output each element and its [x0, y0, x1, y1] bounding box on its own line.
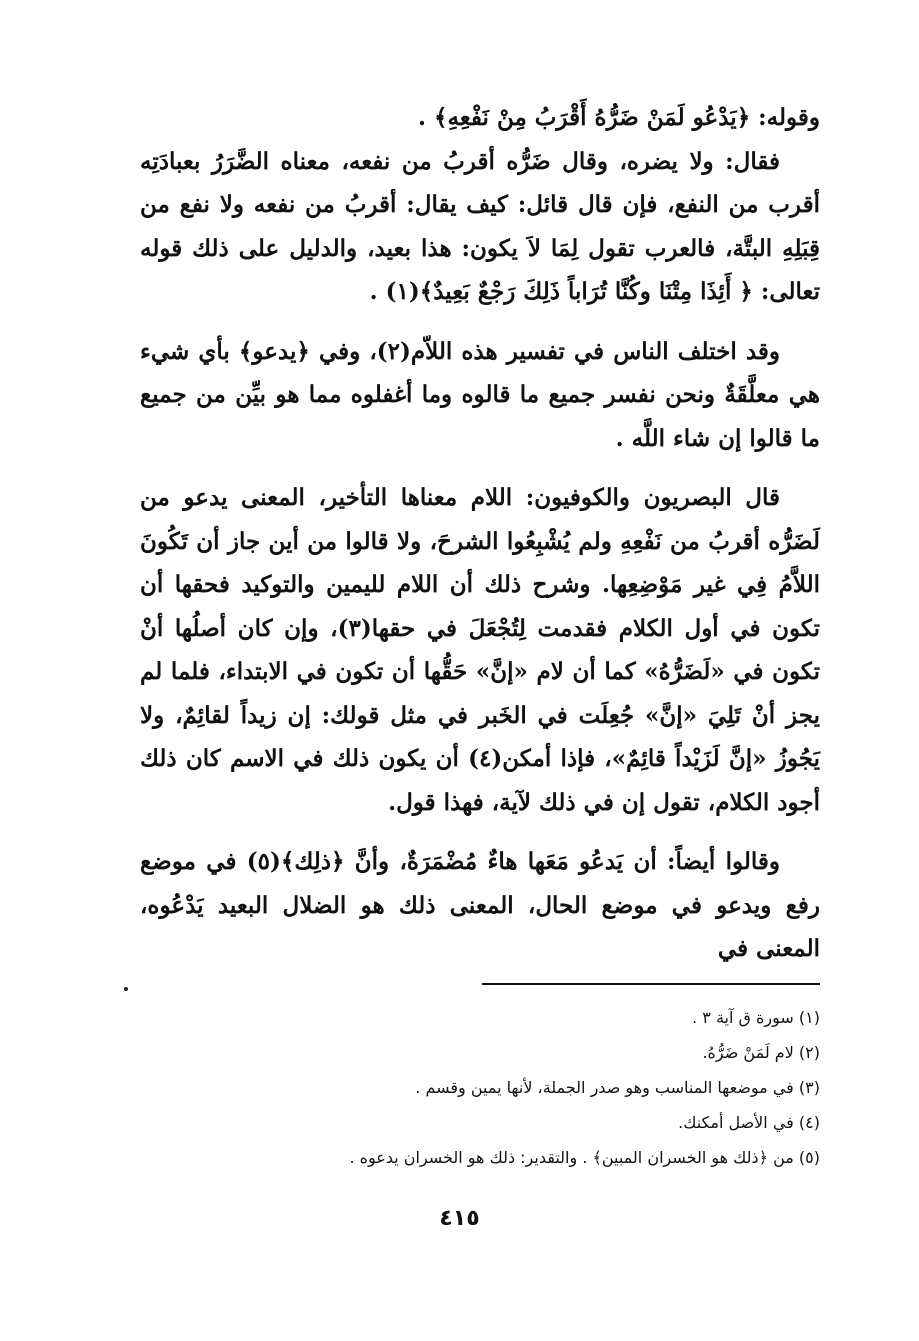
footnote-5: (٥) من ﴿ذلك هو الخسران المبين﴾ . والتقدير: ذلك هو الخسران يدعوه .	[349, 1148, 820, 1167]
footnote-divider	[482, 983, 820, 985]
main-text	[140, 96, 820, 971]
paragraph-explanation: فقال: ولا يضره، وقال ضَرُّه أقربُ من نفعه، معناه الضَّرَرُ بعبادَتِه أقرب من النفع، فإن قال قائل: كيف يقال: أقربُ من نفعه ولا نفع من قِبَلِهِ البتَّة، فالعرب تقول لِمَا لاَ يكون: هذا بعيد، والدليل على ذلك قوله تعالى: ﴿ أَئِذَا مِتْنَا وكُنَّا تُرَاباً ذَلِكَ رَجْعٌ بَعِيدٌ﴾(١) .	[140, 147, 820, 305]
footnote-4: (٤) في الأصل أمكنك.	[678, 1113, 820, 1132]
footnote-1: (١) سورة ق آية ٣ .	[692, 1008, 820, 1027]
footnotes	[300, 1000, 820, 1175]
paragraph-also-said: وقالوا أيضاً: أن يَدعُو مَعَها هاءٌ مُضْمَرَةٌ، وأنَّ ﴿ذلِك﴾(٥) في موضع رفع ويدعو في موضع الحال، المعنى ذلك هو الضلال البعيد يَدْعُوه، المعنى في	[140, 848, 820, 962]
page-number: ٤١٥	[439, 1206, 480, 1231]
paragraph-basra-kufa: قال البصريون والكوفيون: اللام معناها التأخير، المعنى يدعو من لَضَرُّه أقربُ من نَفْعِهِ ولم يُشْبِعُوا الشرحَ، ولا قالوا من أين جاز أن تَكُونَ اللاَّمُ فِي غير مَوْضِعِها. وشرح ذلك أن اللام لليمين والتوكيد فحقها أن تكون في أول الكلام فقدمت لِتُجْعَلَ في حقها(٣)، وإن كان أصلُها أنْ تكون في «لَضَرُّهُ» كما أن لام «إنَّ» حَقُّها أن تكون في الابتداء، فلما لم يجز أنْ تَلِيَ «إنَّ» جُعِلَت في الخَبر في مثل قولك: إن زيداً لقائِمٌ، ولا يَجُوزُ «إنَّ لَزَيْداً قائِمٌ»، فإذا أمكن(٤) أن يكون ذلك في الاسم كان ذلك أجود الكلام، تقول إن في ذلك لآية، فهذا قول.	[140, 484, 820, 816]
footnote-3: (٣) في موضعها المناسب وهو صدر الجملة، لأنها يمين وقسم .	[415, 1078, 820, 1097]
footnote-2: (٢) لام لَمَنْ ضَرُّهُ.	[702, 1043, 820, 1062]
paragraph-disagreement: وقد اختلف الناس في تفسير هذه اللاّم(٢)، وفي ﴿يدعو﴾ بأي شيء هي معلَّقَةٌ ونحن نفسر جميع ما قالوه وما أغفلوه مما هو بيِّن من جميع ما قالوا إن شاء اللَّه .	[140, 337, 820, 452]
stray-mark	[124, 987, 128, 991]
paragraph-verse-quote: وقوله: ﴿يَدْعُو لَمَنْ ضَرُّهُ أَقْرَبُ مِنْ نَفْعِهِ﴾ .	[417, 104, 820, 131]
